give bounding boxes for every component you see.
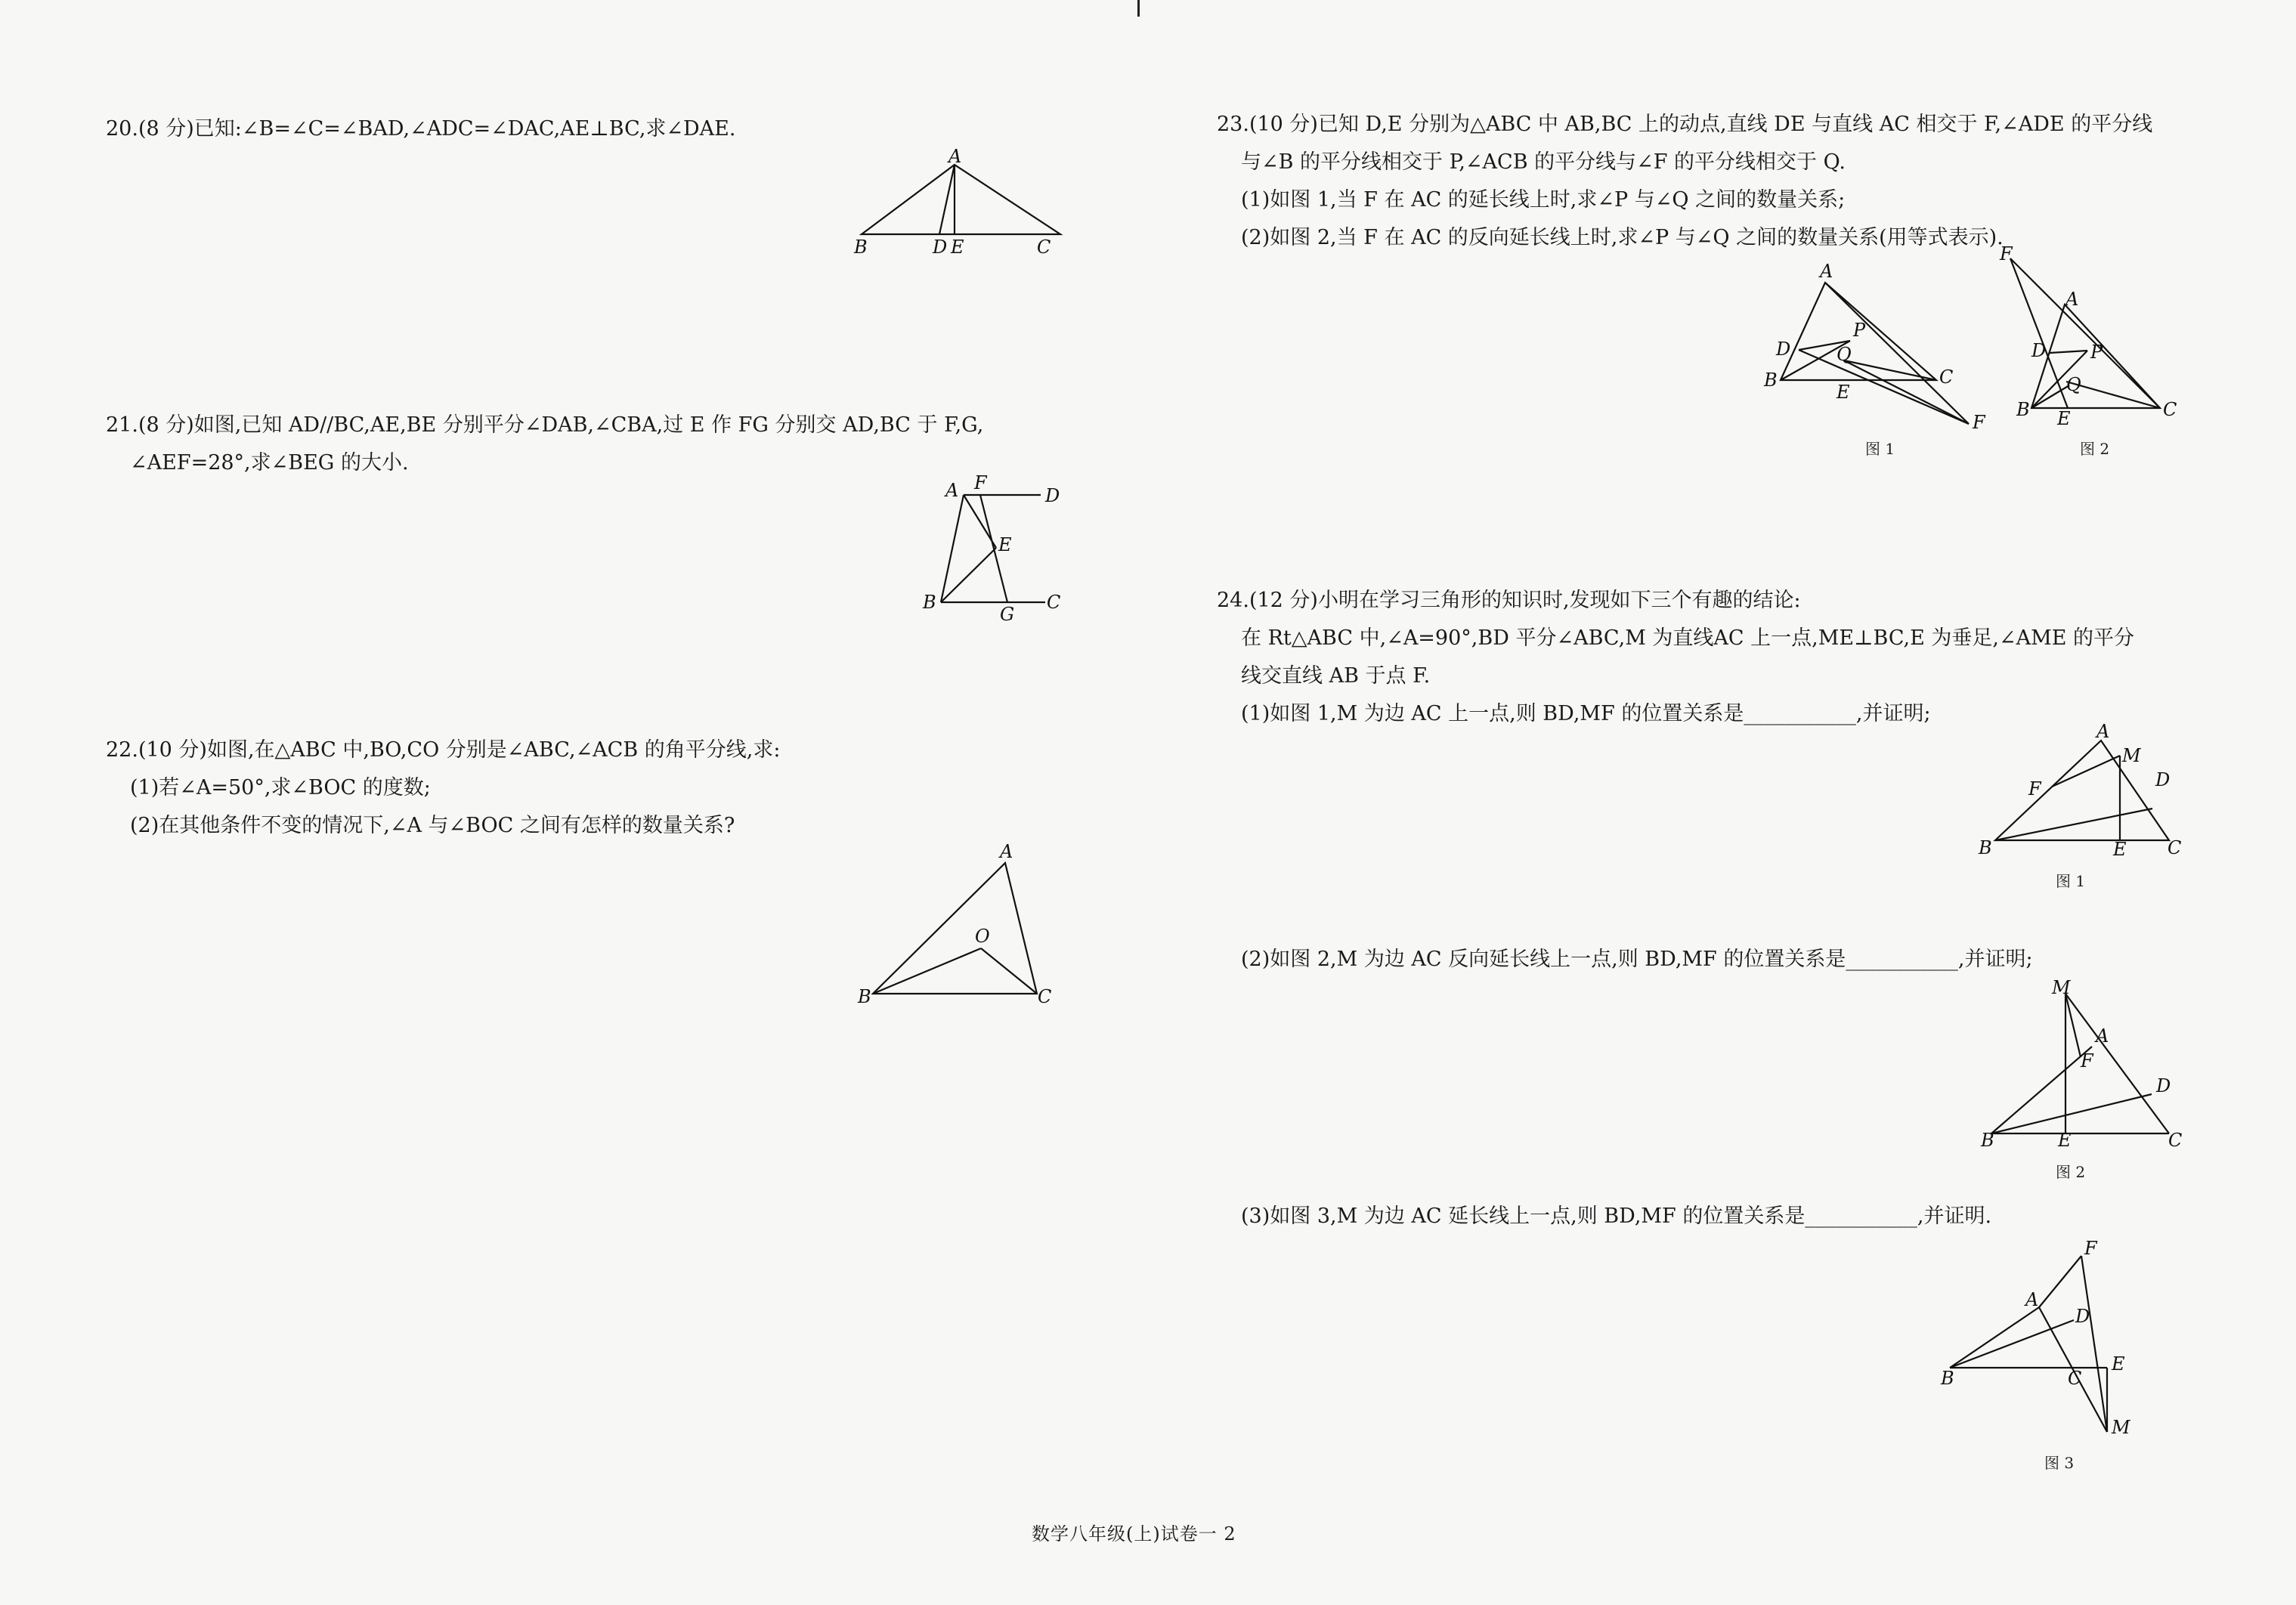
q23-f2-label-c: C [2163,399,2177,420]
q23-line2: 与∠B 的平分线相交于 P,∠ACB 的平分线与∠F 的平分线相交于 Q. [1241,150,1846,174]
q23-f2-label-e: E [2057,408,2071,429]
q24-f3-label-e: E [2112,1353,2125,1375]
q24-f3-label-a: A [2025,1289,2039,1310]
q20-label-d: D [933,237,948,258]
q24-f1-segment-mf [2052,756,2120,787]
question-20 [106,110,735,148]
q23-line4: (2)如图 2,当 F 在 AC 的反向延长线上时,求∠P 与∠Q 之间的数量关系(用等式表示). [1241,226,2004,249]
q22-label-o: O [975,926,990,947]
q23-f1-label-d: D [1776,339,1791,360]
q20-text: 20.(8 分)已知:∠B=∠C=∠BAD,∠ADC=∠DAC,AE⊥BC,求∠DAE. [106,117,736,141]
page-footer: 数学八年级(上)试卷一 2 [1032,1523,1236,1545]
q24-f2-label-a: A [2096,1025,2109,1047]
q21-label-a: A [945,480,959,501]
q22-label-a: A [1000,841,1013,862]
q22-figure [858,843,1077,1012]
q24-caption-3: 图 3 [2044,1454,2075,1472]
q23-f2-label-f: F [2000,243,2013,264]
question-23 [1217,106,2152,257]
q23-f1-label-f: F [1973,412,1985,433]
q23-f1-label-p: P [1853,320,1866,341]
scan-mark [1137,0,1140,17]
q22-line1: 22.(10 分)如图,在△ABC 中,BO,CO 分别是∠ABC,∠ACB 的角平分线,求: [106,738,781,762]
q23-f1-label-a: A [1820,261,1833,282]
q23-line1: 23.(10 分)已知 D,E 分别为△ABC 中 AB,BC 上的动点,直线 DE 与直线 AC 相交于 F,∠ADE 的平分线 [1217,113,2153,136]
q23-f1-label-q: Q [1836,344,1852,365]
q24-f1-label-m: M [2122,745,2141,766]
q24-f3-segment-fa [2039,1256,2081,1307]
q22-segment-co [981,948,1037,994]
q24-part3 [1241,1198,1991,1235]
q24-line6: (3)如图 3,M 为边 AC 延长线上一点,则 BD,MF 的位置关系是___________,并证明. [1241,1205,1992,1228]
q24-line2: 在 Rt△ABC 中,∠A=90°,BD 平分∠ABC,M 为直线AC 上一点,ME⊥BC,E 为垂足,∠AME 的平分 [1241,626,2135,650]
q24-line1: 24.(12 分)小明在学习三角形的知识时,发现如下三个有趣的结论: [1217,589,1801,612]
q23-f1-label-e: E [1836,382,1850,403]
q24-f1-segment-bd [1995,809,2152,840]
q20-label-b: B [854,237,868,258]
q21-label-e: E [998,534,1012,555]
q21-label-f: F [974,472,987,493]
q24-f3-segment-ba [1950,1307,2039,1368]
q24-f2-label-c: C [2168,1130,2183,1151]
q21-line2: ∠AEF=28°,求∠BEG 的大小. [130,451,409,475]
q24-f3-label-c: C [2068,1368,2082,1389]
q20-label-e: E [951,237,964,258]
q24-part2 [1241,941,2033,979]
q23-caption-1: 图 1 [1865,440,1895,458]
q22-line2: (1)若∠A=50°,求∠BOC 的度数; [130,776,431,799]
q24-f2-segment-bd [1991,1094,2152,1133]
q21-label-c: C [1047,592,1061,613]
q22-label-c: C [1038,986,1052,1007]
q24-f3-line-mf [2081,1256,2107,1432]
q24-f1-label-d: D [2155,769,2171,790]
q23-caption-2: 图 2 [2080,440,2110,458]
q24-f1-label-c: C [2168,837,2182,858]
q24-f2-label-e: E [2058,1130,2072,1151]
q22-line3: (2)在其他条件不变的情况下,∠A 与∠BOC 之间有怎样的数量关系? [130,814,735,837]
question-22 [106,731,780,845]
q24-line5: (2)如图 2,M 为边 AC 反向延长线上一点,则 BD,MF 的位置关系是___________,并证明; [1241,948,2033,971]
q23-line3: (1)如图 1,当 F 在 AC 的延长线上时,求∠P 与∠Q 之间的数量关系; [1241,188,1846,212]
q24-figure-2 [1969,977,2183,1155]
q24-figure-3 [1935,1239,2192,1439]
q21-figure [918,472,1069,634]
q23-f1-label-c: C [1939,366,1954,388]
q23-f2-label-p: P [2090,342,2103,363]
q21-label-d: D [1045,485,1060,506]
q24-f3-segment-bd [1950,1320,2074,1368]
q24-f1-label-e: E [2113,839,2127,860]
q24-line4: (1)如图 1,M 为边 AC 上一点,则 BD,MF 的位置关系是___________,并证明; [1241,702,1931,725]
q23-figure-2 [1988,243,2184,429]
q24-f1-label-b: B [1979,837,1992,858]
q22-label-b: B [858,986,871,1007]
q23-f2-label-d: D [2031,340,2047,361]
q21-segment-be [941,548,996,602]
q23-f2-label-b: B [2016,399,2030,420]
q24-figure-1 [1965,721,2192,864]
q23-figure-1 [1761,261,1988,438]
q20-label-c: C [1037,237,1051,258]
q24-f3-label-b: B [1941,1368,1954,1389]
q24-f2-label-f: F [2081,1050,2093,1072]
q24-f1-triangle-abc [1995,741,2169,840]
q23-f2-line-fc [2010,258,2160,408]
q24-f1-label-f: F [2028,778,2041,799]
question-24 [1217,582,2134,733]
q22-segment-bo [873,948,981,994]
q21-label-g: G [1000,604,1015,625]
q24-f2-label-b: B [1981,1130,1994,1151]
q23-f1-label-b: B [1764,370,1778,391]
q21-label-b: B [923,592,936,613]
q23-f2-segment-dp [2050,351,2087,353]
q24-f2-label-m: M [2052,977,2071,998]
q21-segment-ab [941,495,964,602]
q20-label-a: A [948,146,962,167]
q24-f3-label-m: M [2112,1417,2130,1438]
q24-caption-2: 图 2 [2056,1163,2086,1181]
q24-caption-1: 图 1 [2056,872,2086,890]
q20-triangle-abc [862,165,1060,234]
q21-line1: 21.(8 分)如图,已知 AD//BC,AE,BE 分别平分∠DAB,∠CBA,过 E 作 FG 分别交 AD,BC 于 F,G, [106,413,984,437]
q23-f2-label-q: Q [2066,374,2081,395]
q24-f2-label-d: D [2156,1075,2171,1096]
q24-f1-label-a: A [2096,721,2110,742]
q23-f2-label-a: A [2065,289,2079,310]
q23-f1-segment-cq [1844,360,1936,380]
q24-f3-label-f: F [2084,1238,2097,1259]
q24-f3-label-d: D [2075,1306,2090,1327]
q20-figure [854,147,1073,271]
question-21 [106,407,983,482]
q24-line3: 线交直线 AB 于点 F. [1241,664,1431,688]
